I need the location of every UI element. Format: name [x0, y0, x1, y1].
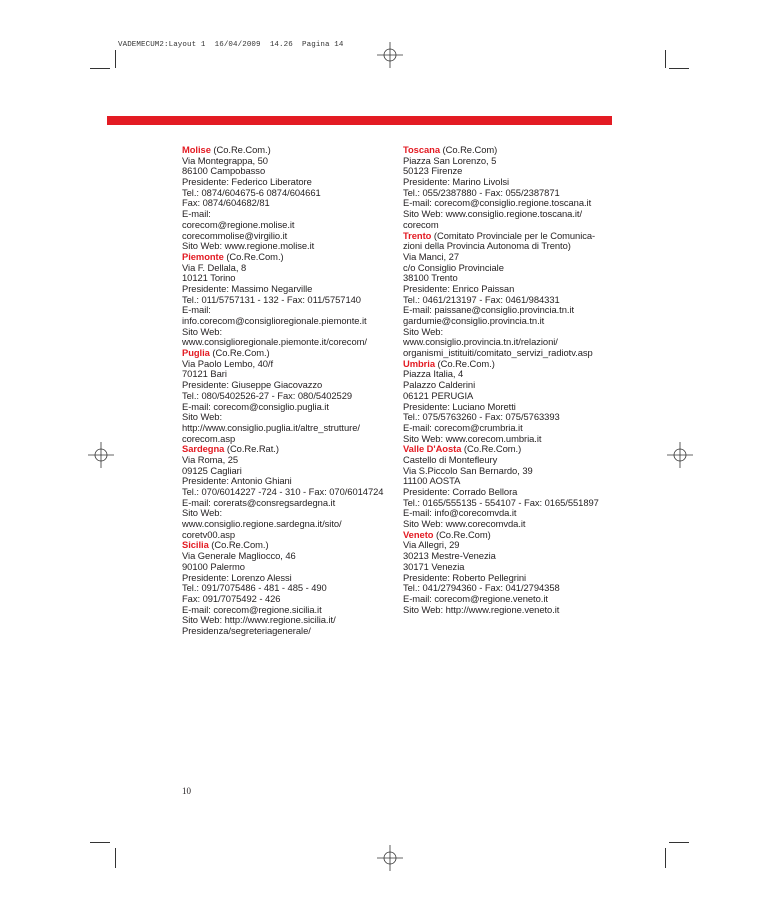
region-suffix: (Co.Re.Com.): [209, 347, 270, 359]
entry-line: E-mail: corecom@consiglio.puglia.it: [182, 400, 329, 412]
entry-line: E-mail: corerats@consregsardegna.it: [182, 496, 336, 508]
entry-line: E-mail:: [182, 304, 211, 316]
entry-line: E-mail: paissane@consiglio.provincia.tn.it: [403, 304, 575, 316]
entry-line: 38100 Trento: [403, 272, 458, 284]
directory-entry: [403, 145, 599, 231]
entry-line: 86100 Campobasso: [182, 165, 266, 177]
entry-line: Presidente: Marino Livolsi: [403, 176, 510, 188]
directory-entry: [182, 540, 383, 636]
registration-mark-top-icon: [377, 42, 403, 68]
entry-line: Presidente: Giuseppe Giacovazzo: [182, 379, 323, 391]
region-suffix: (Co.Re.Rat.): [224, 443, 279, 455]
header-accent-bar: [107, 116, 612, 125]
region-suffix: (Co.Re.Com): [433, 528, 491, 540]
region-name: Piemonte: [182, 250, 224, 262]
entry-line: Sito Web: www.corecomvda.it: [403, 518, 526, 530]
entry-line: E-mail: corecom@crumbria.it: [403, 421, 523, 433]
entry-line: Sito Web:: [182, 411, 223, 423]
entry-line: Tel.: 0874/604675-6 0874/604661: [182, 186, 321, 198]
entry-line: Piazza San Lorenzo, 5: [403, 154, 497, 166]
region-suffix: (Comitato Provinciale per le Comunica-: [431, 229, 596, 241]
entry-line: E-mail:: [182, 208, 211, 220]
entry-line: Tel.: 080/5402526-27 - Fax: 080/5402529: [182, 389, 353, 401]
crop-mark-bl-v: [115, 848, 116, 868]
crop-mark-bl-h: [90, 842, 110, 843]
right-column: [403, 145, 599, 615]
entry-line: Palazzo Calderini: [403, 379, 476, 391]
entry-heading: [182, 252, 383, 263]
print-slug: VADEMECUM2:Layout 1 16/04/2009 14.26 Pagina 14: [118, 41, 344, 49]
entry-line: Tel.: 0165/555135 - 554107 - Fax: 0165/551897: [403, 496, 599, 508]
entry-line: 30171 Venezia: [403, 560, 465, 572]
region-name: Sicilia: [182, 539, 209, 551]
region-name: Veneto: [403, 528, 434, 540]
page-number: 10: [182, 786, 191, 796]
entry-line: Sito Web:: [182, 325, 223, 337]
entry-line: Tel.: 075/5763260 - Fax: 075/5763393: [403, 411, 560, 423]
entry-line: Sito Web:: [403, 325, 444, 337]
entry-line: zioni della Provincia Autonoma di Trento): [403, 240, 571, 252]
entry-line: Tel.: 055/2387880 - Fax: 055/2387871: [403, 186, 560, 198]
entry-line: corecom: [403, 218, 439, 230]
crop-mark-tr-h: [669, 68, 689, 69]
directory-entry: [403, 530, 599, 616]
entry-line: 70121 Bari: [182, 368, 227, 380]
entry-line: E-mail: corecom@regione.sicilia.it: [182, 603, 322, 615]
crop-mark-br-v: [665, 848, 666, 868]
entry-line: www.consiglio.provincia.tn.it/relazioni/: [403, 336, 558, 348]
region-suffix: (Co.Re.Com.): [223, 250, 284, 262]
entry-line: Sito Web:: [182, 507, 223, 519]
entry-line: Via Montegrappa, 50: [182, 154, 268, 166]
region-suffix: (Co.Re.Com.): [208, 539, 269, 551]
entry-line: 09125 Cagliari: [182, 464, 242, 476]
entry-line: corecom@regione.molise.it: [182, 218, 295, 230]
region-suffix: (Co.Re.Com.): [435, 357, 495, 369]
entry-line: Presidente: Lorenzo Alessi: [182, 571, 292, 583]
region-name: Molise: [182, 144, 211, 155]
registration-mark-bottom-icon: [377, 845, 403, 871]
directory-entry: [182, 252, 383, 348]
entry-line: Via S.Piccolo San Bernardo, 39: [403, 464, 533, 476]
entry-line: 10121 Torino: [182, 272, 236, 284]
entry-line: Tel.: 070/6014227 -724 - 310 - Fax: 070/6014724: [182, 486, 384, 497]
entry-line: organismi_istituiti/comitato_servizi_radiotv.asp: [403, 347, 593, 359]
entry-line: www.consiglioregionale.piemonte.it/corecom/: [182, 336, 367, 348]
entry-line: Presidenza/segreteriagenerale/: [182, 624, 311, 636]
entry-line: E-mail: corecom@regione.veneto.it: [403, 592, 548, 604]
entry-line: Via Manci, 27: [403, 250, 459, 262]
entry-line: 11100 AOSTA: [403, 475, 461, 487]
entry-line: Via Generale Magliocco, 46: [182, 550, 296, 562]
entry-line: Presidente: Federico Liberatore: [182, 176, 312, 188]
entry-line: Tel.: 091/7075486 - 481 - 485 - 490: [182, 582, 327, 594]
crop-mark-tl-h: [90, 68, 110, 69]
entry-line: Via Roma, 25: [182, 453, 239, 465]
entry-line: Piazza Italia, 4: [403, 368, 464, 380]
region-suffix: (Co.Re.Com): [440, 144, 498, 155]
entry-line: E-mail: info@corecomvda.it: [403, 507, 517, 519]
entry-line: Castello di Montefleury: [403, 453, 498, 465]
entry-line: www.consiglio.regione.sardegna.it/sito/: [182, 518, 342, 530]
entry-line: Presidente: Massimo Negarville: [182, 282, 313, 294]
registration-mark-left-icon: [88, 442, 114, 468]
directory-entry: [182, 348, 383, 444]
entry-line: info.corecom@consiglioregionale.piemonte.it: [182, 315, 367, 326]
entry-line: Presidente: Roberto Pellegrini: [403, 571, 527, 583]
region-name: Valle D'Aosta: [403, 443, 462, 455]
directory-entry: [182, 444, 383, 540]
region-name: Toscana: [403, 144, 440, 155]
entry-line: Tel.: 011/5757131 - 132 - Fax: 011/5757140: [182, 293, 361, 305]
entry-line: Tel.: 041/2794360 - Fax: 041/2794358: [403, 582, 560, 594]
region-name: Umbria: [403, 357, 435, 369]
region-name: Puglia: [182, 347, 210, 359]
directory-entry: [403, 231, 599, 359]
entry-line: Tel.: 0461/213197 - Fax: 0461/984331: [403, 293, 560, 305]
entry-line: Sito Web: www.corecom.umbria.it: [403, 432, 542, 444]
region-name: Sardegna: [182, 443, 225, 455]
entry-line: 06121 PERUGIA: [403, 389, 474, 401]
entry-line: Presidente: Enrico Paissan: [403, 282, 515, 294]
crop-mark-tl-v2: [115, 50, 116, 68]
directory-entry: [403, 444, 599, 530]
directory-entry: [182, 145, 383, 252]
entry-line: gardumie@consiglio.provincia.tn.it: [403, 315, 545, 326]
entry-line: corecommolise@virgilio.it: [182, 229, 288, 241]
entry-line: Presidente: Antonio Ghiani: [182, 475, 292, 487]
entry-line: Sito Web: www.consiglio.regione.toscana.it/: [403, 208, 583, 220]
entry-line: http://www.consiglio.puglia.it/altre_strutture/: [182, 421, 360, 433]
region-name: Trento: [403, 229, 432, 241]
directory-entry: [403, 359, 599, 445]
entry-line: Presidente: Corrado Bellora: [403, 486, 518, 497]
entry-line: Fax: 091/7075492 - 426: [182, 592, 281, 604]
crop-mark-tr-v: [665, 50, 666, 68]
entry-line: Sito Web: http://www.regione.veneto.it: [403, 603, 560, 615]
entry-line: 90100 Palermo: [182, 560, 245, 572]
entry-line: Sito Web: www.regione.molise.it: [182, 240, 315, 252]
entry-line: 30213 Mestre-Venezia: [403, 550, 496, 562]
entry-line: Fax: 0874/604682/81: [182, 197, 270, 209]
left-column: [182, 145, 383, 637]
entry-line: Via F. Dellala, 8: [182, 261, 247, 273]
region-suffix: (Co.Re.Com.): [461, 443, 522, 455]
entry-line: E-mail: corecom@consiglio.regione.toscana.it: [403, 197, 592, 209]
entry-line: corecom.asp: [182, 432, 236, 444]
entry-line: Via Allegri, 29: [403, 539, 460, 551]
entry-line: Presidente: Luciano Moretti: [403, 400, 516, 412]
entry-line: Sito Web: http://www.regione.sicilia.it/: [182, 614, 336, 626]
registration-mark-right-icon: [667, 442, 693, 468]
entry-line: Via Paolo Lembo, 40/f: [182, 357, 274, 369]
entry-line: c/o Consiglio Provinciale: [403, 261, 504, 273]
entry-line: coretv00.asp: [182, 528, 236, 540]
region-suffix: (Co.Re.Com.): [210, 144, 271, 155]
entry-line: 50123 Firenze: [403, 165, 463, 177]
crop-mark-br-h: [669, 842, 689, 843]
